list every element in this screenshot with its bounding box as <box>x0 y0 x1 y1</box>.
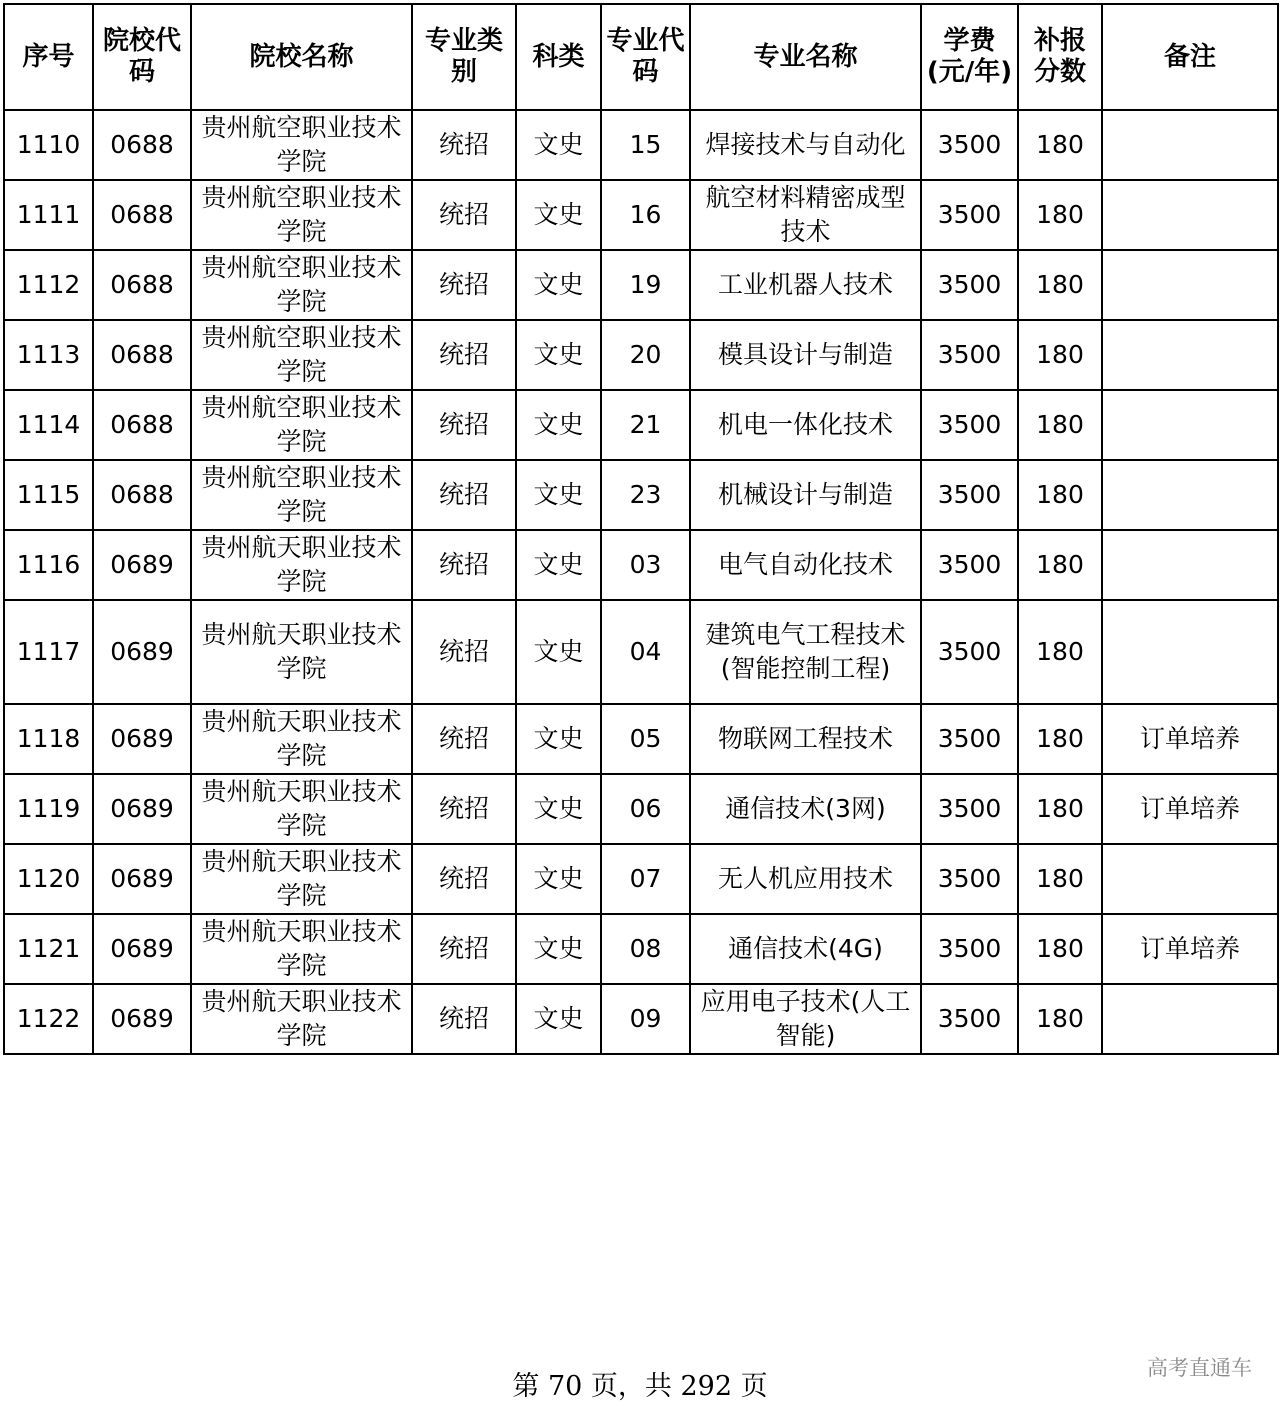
table-row <box>4 460 1278 530</box>
cell-major-name: 通信技术(3网) <box>690 774 921 844</box>
cell-tuition: 3500 <box>921 180 1018 250</box>
cell-major-category: 统招 <box>412 704 516 774</box>
cell-school-name: 贵州航天职业技术学院 <box>191 844 412 914</box>
cell-remarks <box>1102 530 1278 600</box>
cell-tuition: 3500 <box>921 390 1018 460</box>
cell-score: 180 <box>1018 844 1102 914</box>
table-row <box>4 600 1278 704</box>
cell-major-category: 统招 <box>412 530 516 600</box>
cell-school-code: 0688 <box>93 110 191 180</box>
cell-tuition: 3500 <box>921 530 1018 600</box>
cell-school-code: 0689 <box>93 600 191 704</box>
table-row <box>4 110 1278 180</box>
cell-remarks <box>1102 600 1278 704</box>
cell-subject: 文史 <box>516 180 601 250</box>
cell-major-category: 统招 <box>412 110 516 180</box>
header-cell-score: 补报分数 <box>1018 4 1102 110</box>
cell-school-code: 0688 <box>93 180 191 250</box>
cell-school-name: 贵州航天职业技术学院 <box>191 530 412 600</box>
cell-major-category: 统招 <box>412 460 516 530</box>
cell-score: 180 <box>1018 600 1102 704</box>
table-row <box>4 774 1278 844</box>
table-row <box>4 530 1278 600</box>
header-cell-tuition: 学费(元/年) <box>921 4 1018 110</box>
cell-major-name: 模具设计与制造 <box>690 320 921 390</box>
cell-school-name: 贵州航天职业技术学院 <box>191 704 412 774</box>
cell-remarks <box>1102 460 1278 530</box>
cell-major-category: 统招 <box>412 180 516 250</box>
cell-subject: 文史 <box>516 774 601 844</box>
header-cell-major-category: 专业类别 <box>412 4 516 110</box>
cell-subject: 文史 <box>516 914 601 984</box>
table-row <box>4 984 1278 1054</box>
cell-subject: 文史 <box>516 704 601 774</box>
table-row <box>4 844 1278 914</box>
header-cell-major-name: 专业名称 <box>690 4 921 110</box>
cell-score: 180 <box>1018 530 1102 600</box>
cell-school-code: 0689 <box>93 914 191 984</box>
cell-score: 180 <box>1018 180 1102 250</box>
cell-major-category: 统招 <box>412 844 516 914</box>
cell-seq: 1114 <box>4 390 93 460</box>
cell-major-code: 05 <box>601 704 690 774</box>
cell-score: 180 <box>1018 460 1102 530</box>
cell-major-name: 机械设计与制造 <box>690 460 921 530</box>
cell-school-code: 0689 <box>93 774 191 844</box>
cell-subject: 文史 <box>516 460 601 530</box>
cell-score: 180 <box>1018 320 1102 390</box>
cell-remarks <box>1102 180 1278 250</box>
cell-school-name: 贵州航空职业技术学院 <box>191 460 412 530</box>
cell-school-code: 0689 <box>93 984 191 1054</box>
header-cell-school-code: 院校代码 <box>93 4 191 110</box>
cell-school-name: 贵州航天职业技术学院 <box>191 984 412 1054</box>
admissions-table <box>3 3 1279 1055</box>
cell-remarks <box>1102 390 1278 460</box>
cell-tuition: 3500 <box>921 250 1018 320</box>
cell-seq: 1119 <box>4 774 93 844</box>
cell-tuition: 3500 <box>921 320 1018 390</box>
cell-remarks: 订单培养 <box>1102 704 1278 774</box>
header-row <box>4 4 1278 110</box>
page-number-footer: 第 70 页，共 292 页 <box>512 1371 768 1402</box>
cell-tuition: 3500 <box>921 110 1018 180</box>
cell-school-code: 0688 <box>93 320 191 390</box>
table-row <box>4 914 1278 984</box>
cell-major-category: 统招 <box>412 774 516 844</box>
cell-major-name: 建筑电气工程技术(智能控制工程) <box>690 600 921 704</box>
table-row <box>4 704 1278 774</box>
cell-major-category: 统招 <box>412 914 516 984</box>
cell-tuition: 3500 <box>921 774 1018 844</box>
cell-major-code: 09 <box>601 984 690 1054</box>
cell-major-code: 19 <box>601 250 690 320</box>
cell-major-code: 21 <box>601 390 690 460</box>
cell-subject: 文史 <box>516 530 601 600</box>
cell-seq: 1120 <box>4 844 93 914</box>
cell-school-name: 贵州航天职业技术学院 <box>191 774 412 844</box>
cell-subject: 文史 <box>516 250 601 320</box>
cell-subject: 文史 <box>516 600 601 704</box>
cell-remarks <box>1102 250 1278 320</box>
cell-seq: 1118 <box>4 704 93 774</box>
table-row <box>4 180 1278 250</box>
cell-subject: 文史 <box>516 110 601 180</box>
cell-major-name: 航空材料精密成型技术 <box>690 180 921 250</box>
table-row <box>4 320 1278 390</box>
cell-major-name: 通信技术(4G) <box>690 914 921 984</box>
cell-score: 180 <box>1018 390 1102 460</box>
cell-major-code: 15 <box>601 110 690 180</box>
cell-major-category: 统招 <box>412 390 516 460</box>
cell-score: 180 <box>1018 914 1102 984</box>
cell-seq: 1113 <box>4 320 93 390</box>
cell-major-code: 08 <box>601 914 690 984</box>
watermark-text: 高考直通车 <box>1147 1356 1252 1380</box>
cell-major-name: 应用电子技术(人工智能) <box>690 984 921 1054</box>
cell-score: 180 <box>1018 774 1102 844</box>
cell-major-category: 统招 <box>412 984 516 1054</box>
cell-major-code: 06 <box>601 774 690 844</box>
cell-remarks <box>1102 844 1278 914</box>
cell-tuition: 3500 <box>921 914 1018 984</box>
cell-school-name: 贵州航空职业技术学院 <box>191 320 412 390</box>
cell-major-name: 无人机应用技术 <box>690 844 921 914</box>
table-row <box>4 390 1278 460</box>
cell-major-code: 23 <box>601 460 690 530</box>
cell-remarks: 订单培养 <box>1102 914 1278 984</box>
cell-score: 180 <box>1018 110 1102 180</box>
cell-subject: 文史 <box>516 984 601 1054</box>
cell-seq: 1117 <box>4 600 93 704</box>
cell-seq: 1122 <box>4 984 93 1054</box>
cell-major-category: 统招 <box>412 250 516 320</box>
header-cell-subject: 科类 <box>516 4 601 110</box>
header-cell-major-code: 专业代码 <box>601 4 690 110</box>
cell-remarks <box>1102 320 1278 390</box>
cell-tuition: 3500 <box>921 704 1018 774</box>
header-cell-seq: 序号 <box>4 4 93 110</box>
cell-major-code: 16 <box>601 180 690 250</box>
cell-major-name: 工业机器人技术 <box>690 250 921 320</box>
cell-school-code: 0689 <box>93 844 191 914</box>
header-cell-school-name: 院校名称 <box>191 4 412 110</box>
cell-school-name: 贵州航空职业技术学院 <box>191 390 412 460</box>
cell-school-name: 贵州航空职业技术学院 <box>191 250 412 320</box>
cell-school-name: 贵州航空职业技术学院 <box>191 110 412 180</box>
cell-major-code: 07 <box>601 844 690 914</box>
cell-subject: 文史 <box>516 390 601 460</box>
cell-school-code: 0688 <box>93 250 191 320</box>
cell-tuition: 3500 <box>921 984 1018 1054</box>
cell-school-code: 0688 <box>93 390 191 460</box>
cell-major-name: 电气自动化技术 <box>690 530 921 600</box>
cell-score: 180 <box>1018 984 1102 1054</box>
cell-major-category: 统招 <box>412 320 516 390</box>
cell-major-name: 物联网工程技术 <box>690 704 921 774</box>
cell-score: 180 <box>1018 704 1102 774</box>
cell-major-name: 焊接技术与自动化 <box>690 110 921 180</box>
cell-subject: 文史 <box>516 844 601 914</box>
cell-tuition: 3500 <box>921 600 1018 704</box>
header-cell-remarks: 备注 <box>1102 4 1278 110</box>
cell-major-code: 03 <box>601 530 690 600</box>
cell-seq: 1115 <box>4 460 93 530</box>
cell-seq: 1110 <box>4 110 93 180</box>
cell-seq: 1116 <box>4 530 93 600</box>
cell-major-code: 04 <box>601 600 690 704</box>
cell-remarks: 订单培养 <box>1102 774 1278 844</box>
cell-score: 180 <box>1018 250 1102 320</box>
cell-seq: 1121 <box>4 914 93 984</box>
cell-subject: 文史 <box>516 320 601 390</box>
cell-major-name: 机电一体化技术 <box>690 390 921 460</box>
table-row <box>4 250 1278 320</box>
cell-tuition: 3500 <box>921 844 1018 914</box>
cell-seq: 1111 <box>4 180 93 250</box>
cell-major-code: 20 <box>601 320 690 390</box>
cell-school-name: 贵州航空职业技术学院 <box>191 180 412 250</box>
cell-tuition: 3500 <box>921 460 1018 530</box>
cell-remarks <box>1102 984 1278 1054</box>
cell-seq: 1112 <box>4 250 93 320</box>
cell-school-name: 贵州航天职业技术学院 <box>191 600 412 704</box>
cell-remarks <box>1102 110 1278 180</box>
cell-school-code: 0689 <box>93 704 191 774</box>
cell-school-name: 贵州航天职业技术学院 <box>191 914 412 984</box>
cell-major-category: 统招 <box>412 600 516 704</box>
cell-school-code: 0689 <box>93 530 191 600</box>
cell-school-code: 0688 <box>93 460 191 530</box>
